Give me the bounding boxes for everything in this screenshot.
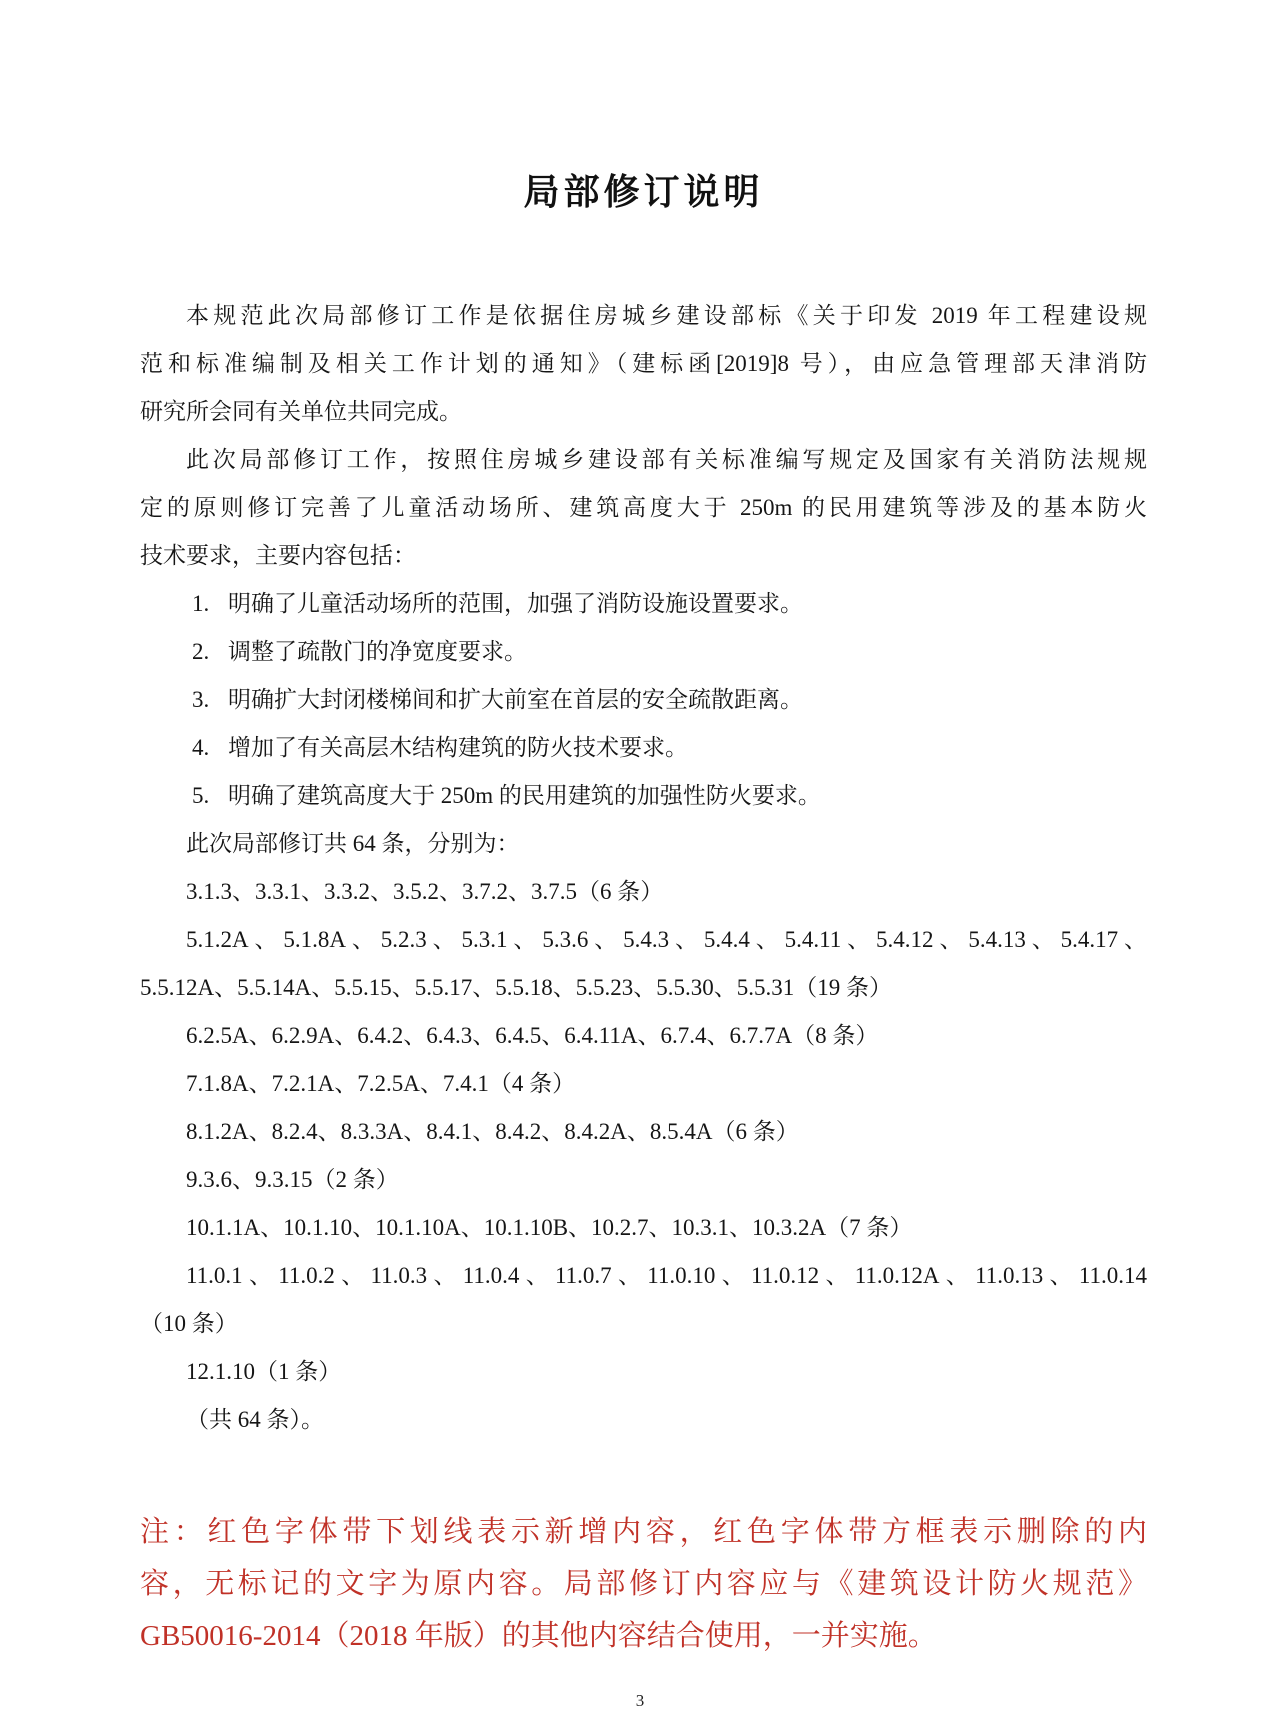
- item-number: 2.: [192, 639, 210, 664]
- revision-item: [140, 676, 1147, 724]
- clause-line: 3.1.3、3.3.1、3.3.2、3.5.2、3.7.2、3.7.5（6 条）: [186, 879, 664, 904]
- clause-line: 5.5.12A、5.5.14A、5.5.15、5.5.17、5.5.18、5.5.23、5.5.30、5.5.31（19 条）: [140, 975, 892, 1000]
- paragraph-line: 本规范此次局部修订工作是依据住房城乡建设部标《关于印发 2019 年工程建设规: [186, 303, 1147, 328]
- revision-item: [140, 772, 1147, 820]
- revision-item: [140, 724, 1147, 772]
- paragraph-line: 技术要求，主要内容包括：: [140, 543, 416, 568]
- item-text: 增加了有关高层木结构建筑的防火技术要求。: [228, 735, 688, 760]
- paragraph-line: 此次局部修订工作，按照住房城乡建设部有关标准编写规定及国家有关消防法规规: [186, 447, 1147, 472]
- revision-item: [140, 580, 1147, 628]
- item-number: 3.: [192, 687, 210, 712]
- clause-line: 12.1.10（1 条）: [186, 1359, 342, 1384]
- note-line: 容，无标记的文字为原内容。局部修订内容应与《建筑设计防火规范》: [140, 1568, 1147, 1600]
- item-text: 明确了建筑高度大于 250m 的民用建筑的加强性防火要求。: [228, 783, 821, 808]
- paragraph-line: 范和标准编制及相关工作计划的通知》（建标函[2019]8 号），由应急管理部天津消防: [140, 351, 1147, 376]
- clause-line: 8.1.2A、8.2.4、8.3.3A、8.4.1、8.4.2、8.4.2A、8.5.4A（6 条）: [186, 1119, 799, 1144]
- clause-line: 5.1.2A、5.1.8A、5.2.3、5.3.1、5.3.6、5.4.3、5.4.4、5.4.11、5.4.12、5.4.13、5.4.17、: [186, 927, 1147, 952]
- clause-line: 11.0.1、11.0.2、11.0.3、11.0.4、11.0.7、11.0.10、11.0.12、11.0.12A、11.0.13、11.0.14: [186, 1263, 1147, 1288]
- clause-line: 10.1.1A、10.1.10、10.1.10A、10.1.10B、10.2.7、10.3.1、10.3.2A（7 条）: [186, 1215, 913, 1240]
- document-title: 局部修订说明: [523, 172, 764, 212]
- item-number: 5.: [192, 783, 210, 808]
- clause-line: 6.2.5A、6.2.9A、6.4.2、6.4.3、6.4.5、6.4.11A、6.7.4、6.7.7A（8 条）: [186, 1023, 879, 1048]
- paragraph-line: 研究所会同有关单位共同完成。: [140, 399, 462, 424]
- clause-line: （共 64 条）。: [186, 1407, 324, 1432]
- note-line: 注：红色字体带下划线表示新增内容，红色字体带方框表示删除的内: [140, 1516, 1147, 1548]
- item-text: 调整了疏散门的净宽度要求。: [228, 639, 527, 664]
- count-intro-line: 此次局部修订共 64 条，分别为：: [186, 831, 520, 856]
- clause-line: 9.3.6、9.3.15（2 条）: [186, 1167, 399, 1192]
- note-line: GB50016-2014（2018 年版）的其他内容结合使用，一并实施。: [140, 1620, 937, 1652]
- page-number: 3: [635, 1691, 645, 1710]
- clause-line: （10 条）: [140, 1311, 238, 1336]
- clause-line: 7.1.8A、7.2.1A、7.2.5A、7.4.1（4 条）: [186, 1071, 576, 1096]
- revision-item: [140, 628, 1147, 676]
- paragraph-line: 定的原则修订完善了儿童活动场所、建筑高度大于 250m 的民用建筑等涉及的基本防火: [140, 495, 1147, 520]
- item-text: 明确了儿童活动场所的范围，加强了消防设施设置要求。: [228, 591, 803, 616]
- item-number: 1.: [192, 591, 210, 616]
- document-body: [140, 292, 1147, 1662]
- item-text: 明确扩大封闭楼梯间和扩大前室在首层的安全疏散距离。: [228, 687, 803, 712]
- revision-note: [140, 1506, 1147, 1662]
- item-number: 4.: [192, 735, 210, 760]
